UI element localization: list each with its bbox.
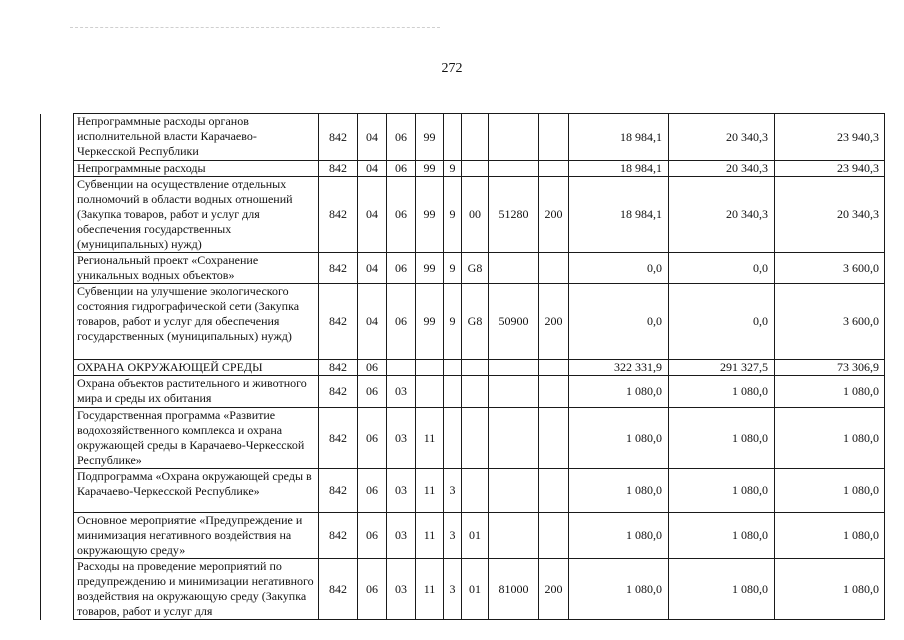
row-gutter-cell [41,114,74,161]
expense-name-cell: Расходы на проведение мероприятий по предупреждению и минимизации негативного воздействия на окружающую среду (Закупка товаров, работ и услуг для [74,559,319,620]
pr-cell: 06 [387,177,416,253]
event-cell: 01 [462,513,489,559]
program-cell: 99 [416,284,444,360]
subprogram-cell: 9 [444,284,462,360]
pr-cell [387,360,416,376]
vr-cell [539,360,569,376]
budget-table-body [41,114,885,620]
y2-cell: 0,0 [669,284,775,360]
table-row [41,513,885,559]
program-cell: 11 [416,513,444,559]
expense-name-cell: Государственная программа «Развитие водохозяйственного комплекса и охрана окружающей среды в Карачаево-Черкесской Республике» [74,408,319,469]
vr-cell: 200 [539,284,569,360]
y1-cell: 18 984,1 [569,114,669,161]
expense-name-cell: Субвенции на улучшение экологического состояния гидрографической сети (Закупка товаров, работ и услуг для обеспечения государственных (муниципальных) нужд) [74,284,319,360]
subprogram-cell [444,114,462,161]
vr-cell [539,513,569,559]
rz-cell: 06 [358,513,387,559]
y3-cell: 3 600,0 [775,253,885,284]
subprogram-cell: 9 [444,177,462,253]
program-cell: 11 [416,408,444,469]
y2-cell: 291 327,5 [669,360,775,376]
y1-cell: 1 080,0 [569,376,669,408]
y1-cell: 1 080,0 [569,469,669,513]
rz-cell: 06 [358,469,387,513]
y1-cell: 322 331,9 [569,360,669,376]
pr-cell: 03 [387,513,416,559]
expense-name-cell: Подпрограмма «Охрана окружающей среды в Карачаево-Черкесской Республике» [74,469,319,513]
program-cell: 11 [416,469,444,513]
table-row [41,360,885,376]
expense-name-cell: Охрана объектов растительного и животного мира и среды их обитания [74,376,319,408]
program-cell: 99 [416,114,444,161]
program-cell: 99 [416,177,444,253]
gradbs-cell: 842 [319,376,358,408]
y3-cell: 73 306,9 [775,360,885,376]
y2-cell: 1 080,0 [669,469,775,513]
event-cell: 01 [462,559,489,620]
event-cell [462,161,489,177]
y3-cell: 1 080,0 [775,469,885,513]
y3-cell: 1 080,0 [775,513,885,559]
gradbs-cell: 842 [319,408,358,469]
subprogram-cell: 3 [444,513,462,559]
gradbs-cell: 842 [319,469,358,513]
y3-cell: 23 940,3 [775,161,885,177]
table-row [41,253,885,284]
y3-cell: 1 080,0 [775,559,885,620]
vr-cell [539,376,569,408]
rz-cell: 04 [358,161,387,177]
row-gutter-cell [41,376,74,408]
program-cell: 11 [416,559,444,620]
pr-cell: 06 [387,114,416,161]
rz-cell: 04 [358,114,387,161]
vr-cell [539,469,569,513]
rz-cell: 06 [358,408,387,469]
y1-cell: 0,0 [569,253,669,284]
direction-cell [489,161,539,177]
table-row [41,469,885,513]
direction-cell: 81000 [489,559,539,620]
y1-cell: 18 984,1 [569,161,669,177]
y2-cell: 1 080,0 [669,513,775,559]
y2-cell: 0,0 [669,253,775,284]
table-row [41,284,885,360]
event-cell [462,408,489,469]
event-cell: G8 [462,253,489,284]
y2-cell: 20 340,3 [669,161,775,177]
direction-cell [489,408,539,469]
event-cell [462,376,489,408]
pr-cell: 06 [387,161,416,177]
y3-cell: 20 340,3 [775,177,885,253]
rz-cell: 06 [358,360,387,376]
direction-cell: 51280 [489,177,539,253]
vr-cell: 200 [539,177,569,253]
y3-cell: 3 600,0 [775,284,885,360]
subprogram-cell: 9 [444,161,462,177]
expense-name-cell: Непрограммные расходы [74,161,319,177]
row-gutter-cell [41,559,74,620]
row-gutter-cell [41,469,74,513]
table-row [41,408,885,469]
budget-table [40,113,885,620]
event-cell [462,360,489,376]
expense-name-cell: Основное мероприятие «Предупреждение и минимизация негативного воздействия на окружающую среду» [74,513,319,559]
y2-cell: 20 340,3 [669,114,775,161]
program-cell [416,376,444,408]
y3-cell: 1 080,0 [775,408,885,469]
y2-cell: 20 340,3 [669,177,775,253]
table-row [41,177,885,253]
direction-cell [489,469,539,513]
row-gutter-cell [41,161,74,177]
expense-name-cell: Непрограммные расходы органов исполнительной власти Карачаево-Черкесской Республики [74,114,319,161]
table-row [41,376,885,408]
y1-cell: 0,0 [569,284,669,360]
pr-cell: 03 [387,408,416,469]
direction-cell [489,114,539,161]
pr-cell: 03 [387,559,416,620]
vr-cell [539,114,569,161]
y3-cell: 1 080,0 [775,376,885,408]
row-gutter-cell [41,513,74,559]
rz-cell: 06 [358,376,387,408]
vr-cell [539,161,569,177]
pr-cell: 03 [387,469,416,513]
row-gutter-cell [41,253,74,284]
direction-cell [489,253,539,284]
program-cell [416,360,444,376]
pr-cell: 06 [387,284,416,360]
y3-cell: 23 940,3 [775,114,885,161]
rz-cell: 04 [358,177,387,253]
table-row [41,114,885,161]
direction-cell [489,360,539,376]
row-gutter-cell [41,360,74,376]
y2-cell: 1 080,0 [669,376,775,408]
subprogram-cell [444,408,462,469]
event-cell: 00 [462,177,489,253]
expense-name-cell: ОХРАНА ОКРУЖАЮЩЕЙ СРЕДЫ [74,360,319,376]
rz-cell: 04 [358,284,387,360]
y1-cell: 1 080,0 [569,408,669,469]
table-row [41,559,885,620]
subprogram-cell [444,376,462,408]
direction-cell [489,376,539,408]
vr-cell: 200 [539,559,569,620]
y2-cell: 1 080,0 [669,408,775,469]
program-cell: 99 [416,253,444,284]
event-cell [462,114,489,161]
subprogram-cell: 9 [444,253,462,284]
expense-name-cell: Субвенции на осуществление отдельных полномочий в области водных отношений (Закупка товаров, работ и услуг для обеспечения государственных (муниципальных) нужд) [74,177,319,253]
rz-cell: 06 [358,559,387,620]
gradbs-cell: 842 [319,253,358,284]
pr-cell: 06 [387,253,416,284]
rz-cell: 04 [358,253,387,284]
y1-cell: 1 080,0 [569,513,669,559]
y1-cell: 18 984,1 [569,177,669,253]
pr-cell: 03 [387,376,416,408]
page-number: 272 [441,61,463,76]
gradbs-cell: 842 [319,360,358,376]
gradbs-cell: 842 [319,284,358,360]
gradbs-cell: 842 [319,177,358,253]
row-gutter-cell [41,408,74,469]
scan-top-rule [70,27,440,28]
row-gutter-cell [41,177,74,253]
row-gutter-cell [41,284,74,360]
subprogram-cell [444,360,462,376]
program-cell: 99 [416,161,444,177]
gradbs-cell: 842 [319,114,358,161]
subprogram-cell: 3 [444,559,462,620]
y1-cell: 1 080,0 [569,559,669,620]
expense-name-cell: Региональный проект «Сохранение уникальных водных объектов» [74,253,319,284]
y2-cell: 1 080,0 [669,559,775,620]
direction-cell [489,513,539,559]
gradbs-cell: 842 [319,513,358,559]
subprogram-cell: 3 [444,469,462,513]
direction-cell: 50900 [489,284,539,360]
event-cell: G8 [462,284,489,360]
vr-cell [539,253,569,284]
table-row [41,161,885,177]
gradbs-cell: 842 [319,559,358,620]
gradbs-cell: 842 [319,161,358,177]
event-cell [462,469,489,513]
vr-cell [539,408,569,469]
